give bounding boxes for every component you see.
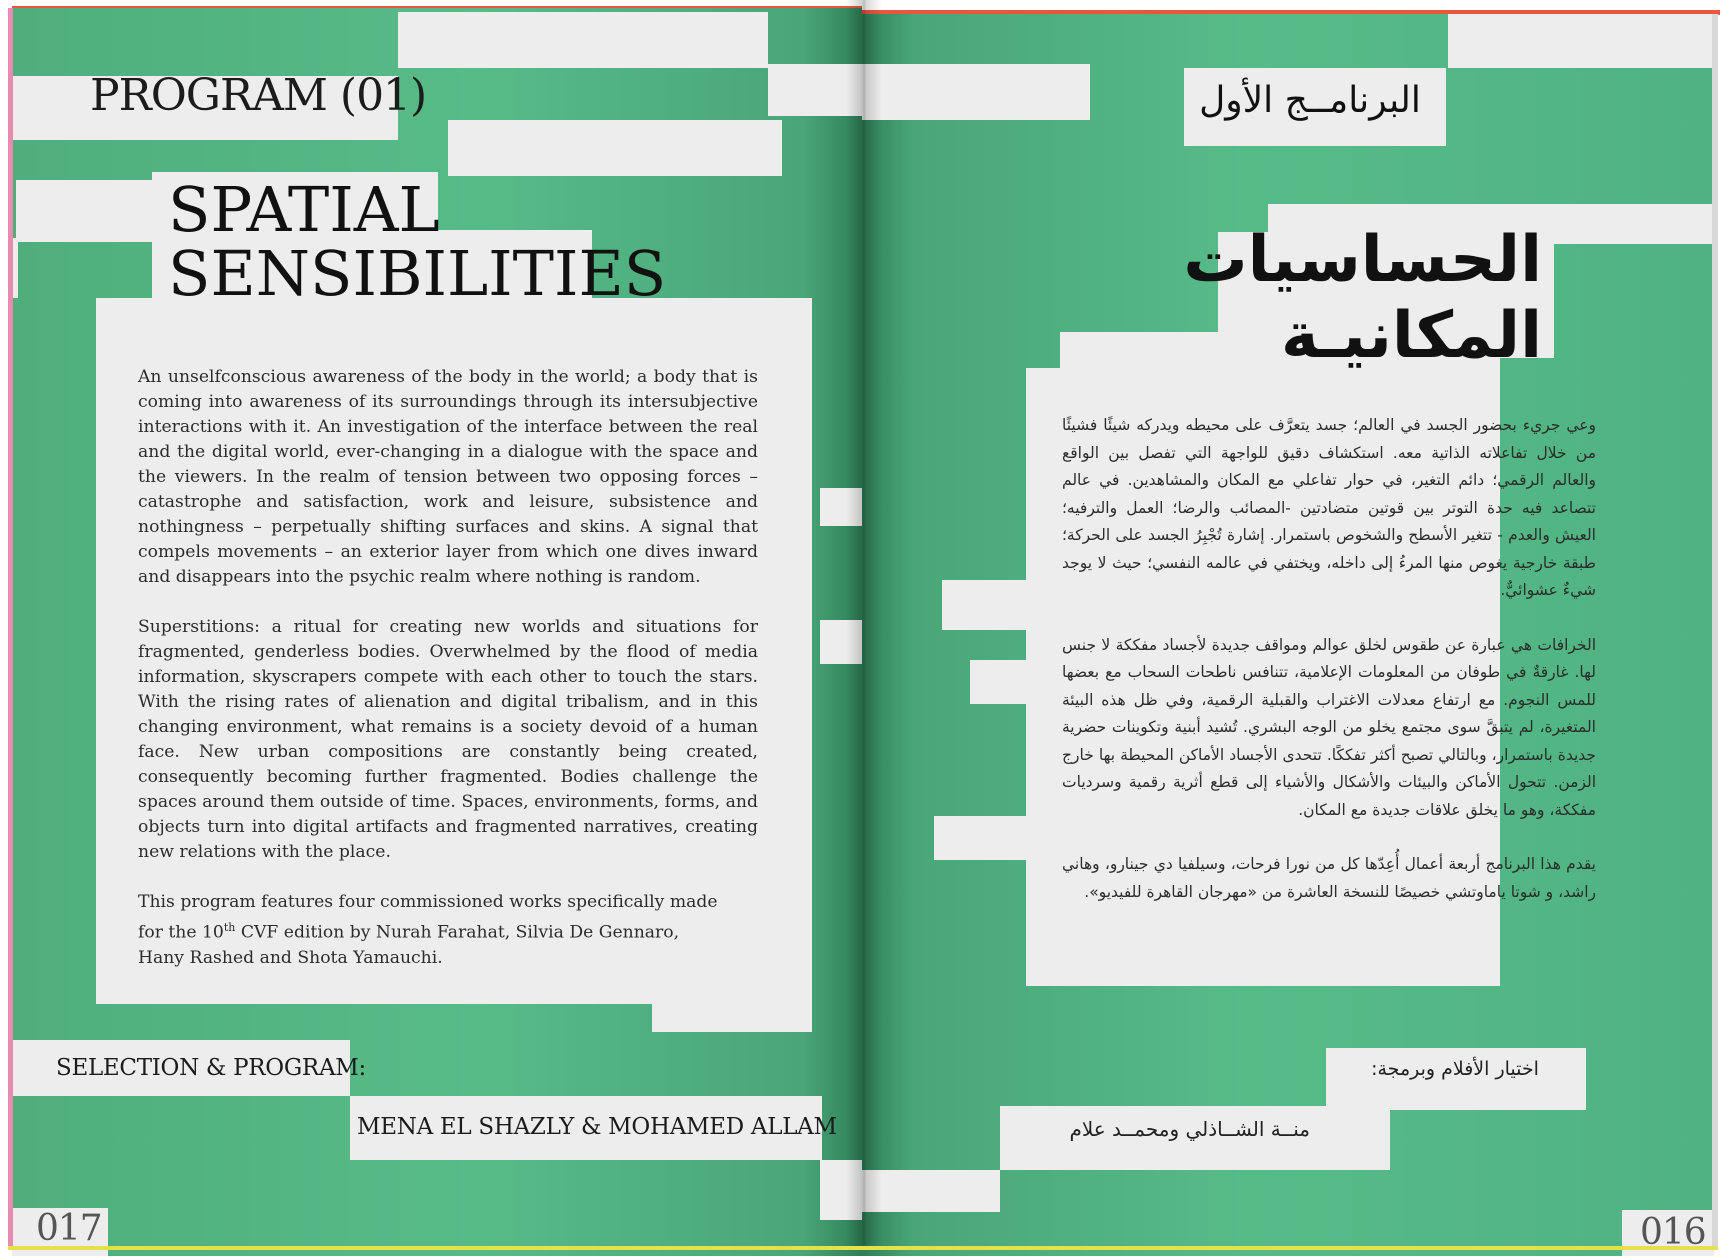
body-text-ar [1062, 412, 1596, 933]
page-edge-bottom [8, 1246, 1718, 1250]
title-ar-line-2: المكانيـة [1281, 299, 1542, 373]
title-line-1: SPATIAL [168, 173, 440, 246]
decor-block [16, 180, 154, 242]
paragraph-ar-3: يقدم هذا البرنامج أربعة أعمال أُعِدّها كل من نورا فرحات، وسيلفيا دي جينارو، وهاني راشد، و شوتا ياماوتشي خصيصًا للنسخة العاشرة من «مهرجان القاهرة للفيديو». [1062, 855, 1596, 901]
paragraph-1: An unselfconscious awareness of the body in the world; a body that is coming into awareness of its surroundings through its intersubjective interactions with it. An investigation of the interface between the real and the digital world, ever-changing in a dialogue with the space and the viewers. In the realm of tension between two opposing forces – catastrophe and satisfaction, work and leisure, subsistence and nothingness – perpetually shifting surfaces and skins. A signal that compels movements – an exterior layer from which one dives inward and disappears into the psychic realm where nothing is random. [138, 367, 758, 587]
decor-block [448, 120, 782, 176]
paragraph-ar-1: وعي جريء بحضور الجسد في العالم؛ جسد يتعرَّف على محيطه ويدركه شيئًا فشيئًا من خلال تفاعلاته الذاتية معه. استكشاف دقيق للواجهة التي تفصل بين الواقع والعالم الرقمي؛ دائم التغير، في حوار تفاعلي مع المكان والمشاهدين. في عالم تتصاعد فيه حدة التوتر بين قوتين متضادتين -المصائب والرضا؛ العمل والترفيه؛ العيش والعدم - تتغير الأسطح والشخوص باستمرار. إشارة تُجْبِرُ الجسد على الحركة؛ طبقة خارجية يغوص منها المرءُ إلى داخله، ويختفي في عالمه النفسي؛ حيث لا يوجد شيءٌ عشوائيٌّ. [1062, 416, 1596, 599]
program-label-ar: البرنامــج الأول [1199, 80, 1421, 121]
decor-block [398, 12, 768, 68]
paragraph-3 [138, 890, 728, 971]
title-line-2: SENSIBILITIES [168, 237, 667, 310]
paragraph-3-end: CVF edition by Nurah Farahat, Silvia De Gennaro, Hany Rashed and Shota Yamauchi. [138, 922, 680, 968]
curators-en: MENA EL SHAZLY & MOHAMED ALLAM [357, 1114, 837, 1140]
decor-block [934, 816, 1030, 860]
paragraph-3-sup: th [223, 921, 236, 934]
book-spine-shadow [846, 0, 882, 1250]
decor-block [652, 998, 812, 1032]
body-text-en [138, 365, 758, 996]
page-edge-right [1712, 14, 1718, 1250]
decor-block [1448, 14, 1714, 68]
page-edge-left [8, 8, 13, 1250]
decor-block [862, 64, 1090, 120]
decor-block [970, 660, 1030, 704]
paragraph-3-start: This program features four commissioned works specifically made for the 10 [138, 892, 718, 943]
title-ar-line-1: الحساسيات [1183, 223, 1542, 297]
curators-ar: منــة الشــاذلي ومحمــد علام [1069, 1117, 1310, 1141]
page-title-en [168, 173, 667, 310]
decor-block [942, 580, 1032, 630]
paragraph-2: Superstitions: a ritual for creating new worlds and situations for fragmented, genderless bodies. Overwhelmed by the flood of media information, skyscrapers compete with each other to touch the stars. With the rising rates of alienation and digital tribalism, and in this changing environment, what remains is a society devoid of a human face. New urban compositions are constantly being created, consequently becoming further fragmented. Bodies challenge the spaces around them outside of time. Spaces, environments, forms, and objects turn into digital artifacts and fragmented narratives, creating new relations with the place. [138, 617, 758, 862]
selection-label-ar: اختيار الأفلام وبرمجة: [1371, 1058, 1539, 1080]
program-label-en: PROGRAM (01) [90, 70, 427, 121]
page-title-ar [1183, 222, 1542, 374]
decor-block [862, 1170, 1000, 1212]
page-number-right: 016 [1640, 1212, 1706, 1253]
selection-label-en: SELECTION & PROGRAM: [56, 1055, 366, 1081]
page-number-left: 017 [36, 1208, 102, 1249]
paragraph-ar-2: الخرافات هي عبارة عن طقوس لخلق عوالم ومواقف جديدة لأجساد مفككة لا جنس لها. غارقةٌ في طوفان من المعلومات الإعلامية، تتنافس ناطحات السحاب مع بعضها للمس النجوم. مع ارتفاع معدلات الاغتراب والقبلية الرقمية، وفي ظل هذه البيئة المتغيرة، لم يتبقَّ سوى مجتمع يخلو من الوجه البشري. تُشيد أبنية وتكوينات حضرية جديدة باستمرار، وبالتالي تصبح أكثر تفككًا. تتحدى الأجساد الأماكن المحيطة بها خارج الزمن. تتحول الأماكن والبيئات والأشكال والأشياء إلى قطع أثرية رقمية وسرديات مفككة، وهو ما يخلق علاقات جديدة مع المكان. [1062, 635, 1596, 819]
